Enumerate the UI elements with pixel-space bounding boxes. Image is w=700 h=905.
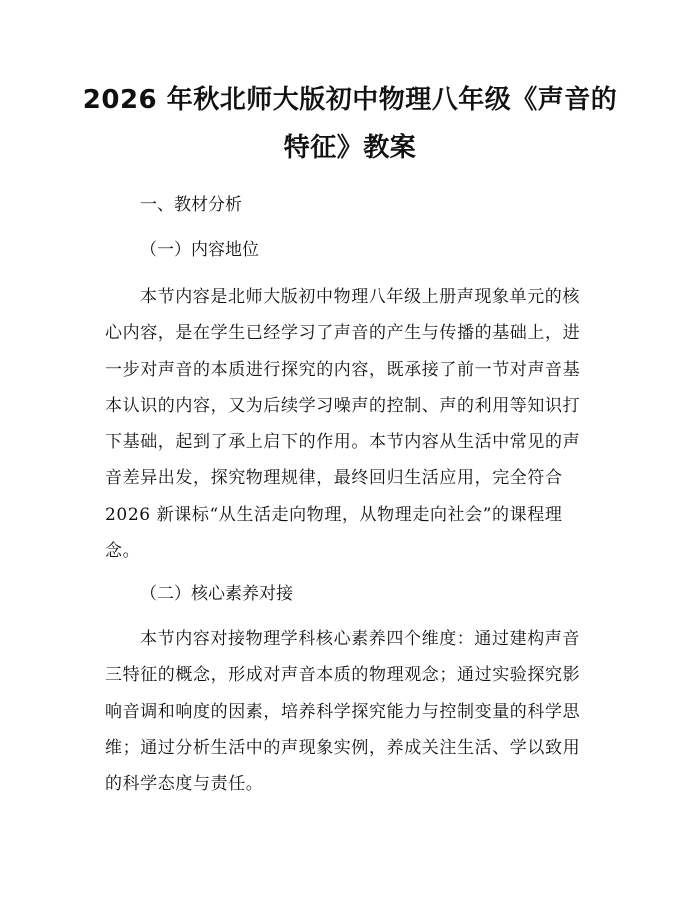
document-title-line-1: 2026 年秋北师大版初中物理八年级《声音的 (82, 85, 618, 115)
paragraph-line: 2026 新课标“从生活走向物理，从物理走向社会”的课程理 (105, 504, 563, 525)
paragraph-line: 念。 (105, 541, 141, 562)
subsection-heading-core-competency: （二）核心素养对接 (140, 584, 293, 604)
section-heading-teaching-material-analysis: 一、教材分析 (140, 195, 242, 215)
paragraph-line: 音差异出发，探究物理规律，最终回归生活应用，完全符合 (105, 468, 563, 489)
paragraph-line: 本节内容对接物理学科核心素养四个维度：通过建构声音 (140, 629, 580, 649)
paragraph-line: 一步对声音的本质进行探究的内容，既承接了前一节对声音基 (105, 359, 581, 380)
paragraph-line: 本节内容是北师大版初中物理八年级上册声现象单元的核 (140, 287, 580, 307)
paragraph-line: 维；通过分析生活中的声现象实例，养成关注生活、学以致用 (105, 737, 581, 758)
paragraph-line: 本认识的内容，又为后续学习噪声的控制、声的利用等知识打 (105, 395, 581, 416)
core-competency-paragraph (105, 628, 605, 809)
subsection-heading-content-position: （一）内容地位 (140, 240, 259, 260)
paragraph-line: 心内容，是在学生已经学习了声音的产生与传播的基础上，进 (105, 323, 581, 344)
document-title-line-2: 特征》教案 (283, 133, 417, 163)
content-position-paragraph (105, 286, 605, 576)
paragraph-line: 三特征的概念，形成对声音本质的物理观念；通过实验探究影 (105, 665, 581, 686)
paragraph-line: 响音调和响度的因素，培养科学探究能力与控制变量的科学思 (105, 701, 581, 722)
paragraph-line: 的科学态度与责任。 (105, 774, 264, 795)
paragraph-line: 下基础，起到了承上启下的作用。本节内容从生活中常见的声 (105, 432, 581, 453)
